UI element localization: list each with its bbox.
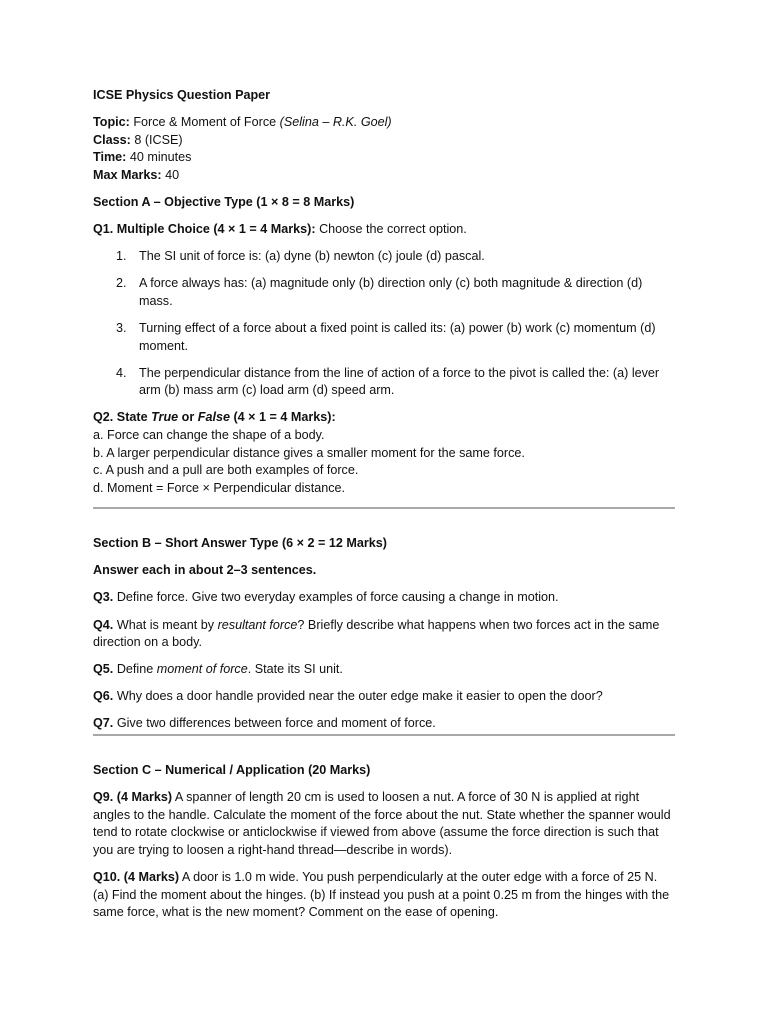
q2-suffix: (4 × 1 = 4 Marks):	[233, 410, 336, 425]
marks-label: Max Marks:	[93, 167, 162, 182]
section-b-instruction: Answer each in about 2–3 sentences.	[93, 563, 317, 578]
class-line	[93, 132, 675, 150]
q6-text: Why does a door handle provided near the outer edge make it easier to open the door?	[116, 689, 603, 704]
item-text: The SI unit of force is: (a) dyne (b) newton (c) joule (d) pascal.	[139, 249, 485, 264]
item-text: Turning effect of a force about a fixed point is called its: (a) power (b) work (c) momentum (d) moment.	[139, 320, 656, 353]
q4-pre: What is meant by	[116, 617, 215, 632]
q10-label: Q10. (4 Marks)	[93, 870, 180, 884]
question-q3	[93, 589, 675, 607]
question-q5	[93, 661, 675, 679]
section-c-heading: Section C – Numerical / Application (20 Marks)	[93, 763, 371, 778]
q4-term: resultant force	[217, 617, 298, 632]
question-q10	[93, 869, 675, 922]
q9-text: A spanner of length 20 cm is used to loosen a nut. A force of 30 N is applied at right angles to the handle. Calculate the moment of the force about the nut. State whether the spanner would tend to rotate clockwise or anticlockwise if viewed from above (assume the force direction is such that you are trying to loosen a right-hand thread—describe in words).	[93, 790, 671, 857]
statement-c: c. A push and a pull are both examples of force.	[93, 463, 359, 478]
q2-heading	[93, 409, 675, 427]
section-a-heading: Section A – Objective Type (1 × 8 = 8 Marks)	[93, 194, 355, 209]
class-value: 8 (ICSE)	[134, 132, 183, 147]
q5-term: moment of force	[156, 662, 248, 677]
q2-true-word: True	[151, 410, 179, 425]
paper-meta	[93, 114, 675, 184]
time-label: Time:	[93, 150, 127, 165]
list-item	[93, 320, 675, 355]
question-q9	[93, 789, 675, 859]
item-number: 4.	[116, 365, 127, 380]
section-divider	[93, 507, 675, 509]
q5-pre: Define	[116, 662, 154, 677]
q2-or-word: or	[181, 410, 195, 425]
class-label: Class:	[93, 132, 131, 147]
item-text: The perpendicular distance from the line of action of a force to the pivot is called the: (a) lever arm (b) mass arm (c) load arm (d) speed arm.	[139, 365, 660, 398]
list-item	[93, 248, 675, 266]
item-text: A force always has: (a) magnitude only (b) direction only (c) both magnitude & direction (d) mass.	[139, 276, 643, 308]
q1-instruction: Choose the correct option.	[319, 222, 467, 237]
statement-d: d. Moment = Force × Perpendicular distance.	[93, 480, 346, 495]
statement-b: b. A larger perpendicular distance gives a smaller moment for the same force.	[93, 445, 525, 460]
q7-label: Q7.	[93, 716, 114, 731]
q2-false-word: False	[197, 410, 230, 425]
marks-line	[93, 167, 675, 185]
statement-a: a. Force can change the shape of a body.	[93, 427, 325, 442]
q1-label: Q1. Multiple Choice (4 × 1 = 4 Marks):	[93, 222, 316, 237]
list-item	[93, 275, 675, 310]
topic-label: Topic:	[93, 115, 130, 130]
item-number: 3.	[116, 320, 127, 335]
q4-label: Q4.	[93, 617, 114, 632]
marks-value: 40	[165, 167, 180, 182]
document-content	[93, 87, 675, 922]
item-number: 2.	[116, 276, 127, 291]
time-value: 40 minutes	[129, 150, 192, 165]
topic-value: Force & Moment of Force	[133, 115, 277, 130]
section-divider	[93, 734, 675, 736]
q2-block	[93, 409, 675, 497]
time-line	[93, 149, 675, 167]
document-title: ICSE Physics Question Paper	[93, 88, 271, 102]
q4-post: ? Briefly describe what happens when two forces act in the same direction on a body.	[93, 617, 660, 650]
q1-options-list	[93, 248, 675, 400]
q3-label: Q3.	[93, 590, 114, 605]
q5-post: . State its SI unit.	[247, 662, 343, 677]
q2-prefix: Q2. State	[93, 410, 148, 425]
question-q4	[93, 617, 675, 652]
topic-source: (Selina – R.K. Goel)	[279, 115, 392, 130]
q10-text: A door is 1.0 m wide. You push perpendicularly at the outer edge with a force of 25 N. (a) Find the moment about the hinges. (b) If instead you push at a point 0.25 m from the hinges with the same force, what is the new moment? Comment on the ease of opening.	[93, 870, 670, 920]
question-q7	[93, 715, 675, 733]
section-b-heading: Section B – Short Answer Type (6 × 2 = 12 Marks)	[93, 536, 387, 551]
q5-label: Q5.	[93, 662, 114, 677]
q9-label: Q9. (4 Marks)	[93, 790, 173, 805]
list-item	[93, 365, 675, 400]
q7-text: Give two differences between force and moment of force.	[116, 716, 436, 731]
topic-line	[93, 114, 675, 132]
question-q6	[93, 688, 675, 706]
q6-label: Q6.	[93, 689, 114, 704]
item-number: 1.	[116, 249, 127, 264]
q1-heading	[93, 221, 675, 239]
q3-text: Define force. Give two everyday examples of force causing a change in motion.	[116, 590, 559, 605]
